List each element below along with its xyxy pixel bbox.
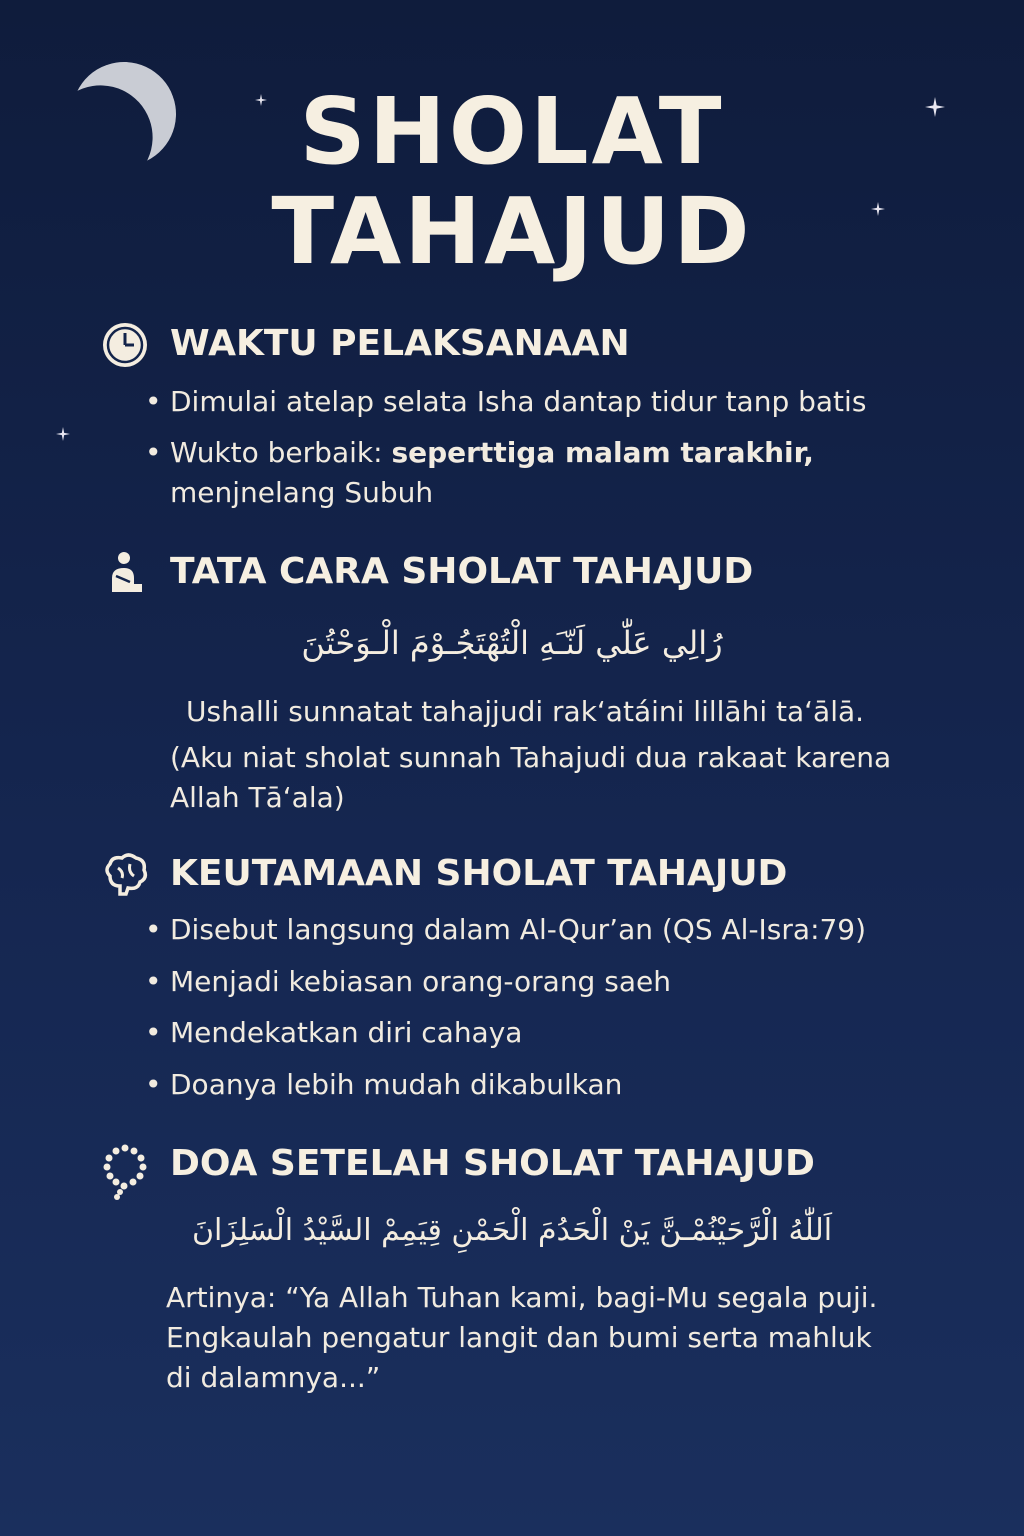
brain-icon bbox=[100, 850, 150, 900]
prayer-beads-icon bbox=[100, 1142, 150, 1200]
doa-meaning-line1: Artinya: “Ya Allah Tuhan kami, bagi-Mu segala puji. bbox=[166, 1281, 878, 1314]
list-item: • Dimulai atelap selata Isha dantap tidur tanp batis bbox=[145, 385, 867, 418]
praying-person-icon bbox=[100, 548, 150, 598]
niat-latin-text: Ushalli sunnatat tahajjudi rak‘atáini lillāhi ta‘ālā. bbox=[186, 695, 865, 728]
section-heading-keutamaan: KEUTAMAAN SHOLAT TAHAJUD bbox=[170, 853, 788, 894]
clock-icon bbox=[100, 320, 150, 370]
list-item-continuation: menjnelang Subuh bbox=[170, 476, 434, 509]
section-heading-doa: DOA SETELAH SHOLAT TAHAJUD bbox=[170, 1143, 815, 1184]
niat-arabic-text: رُالِي عَلّٰي لَنّـَهِ الْتُهْتَجُـوْمَ الْـوَحْتُنَ bbox=[301, 624, 723, 662]
niat-translation-line2: Allah Tā‘ala) bbox=[170, 781, 345, 814]
list-item: • Menjadi kebiasan orang-orang saeh bbox=[145, 965, 671, 998]
page-title-line2: TAHAJUD bbox=[271, 178, 753, 285]
niat-translation-line1: (Aku niat sholat sunnah Tahajudi dua rakaat karena bbox=[170, 741, 892, 774]
list-item: • Mendekatkan diri cahaya bbox=[145, 1016, 523, 1049]
page-title-line1: SHOLAT bbox=[299, 78, 725, 185]
section-heading-waktu: WAKTU PELAKSANAAN bbox=[170, 323, 630, 364]
list-item: • Disebut langsung dalam Al-Qur’an (QS Al-Isra:79) bbox=[145, 913, 867, 946]
sparkle-star-icon bbox=[56, 427, 70, 441]
doa-arabic-text: اَللّٰهُ الْرَّحَيْنُمْـنَّ يَنْ الْحَدُمَ الْحَمْنِ قِيَمِمْ السَّيْدُ الْسَلِزَانَ bbox=[191, 1213, 833, 1248]
doa-meaning-line2: Engkaulah pengatur langit dan bumi serta mahluk bbox=[166, 1321, 872, 1354]
list-item: • Wukto berbaik: seperttiga malam tarakhir, bbox=[145, 436, 814, 469]
list-item: • Doanya lebih mudah dikabulkan bbox=[145, 1068, 623, 1101]
doa-meaning-line3: di dalamnya...” bbox=[166, 1361, 381, 1394]
highlight-text: seperttiga malam tarakhir, bbox=[391, 436, 814, 469]
section-heading-tata-cara: TATA CARA SHOLAT TAHAJUD bbox=[170, 551, 754, 592]
